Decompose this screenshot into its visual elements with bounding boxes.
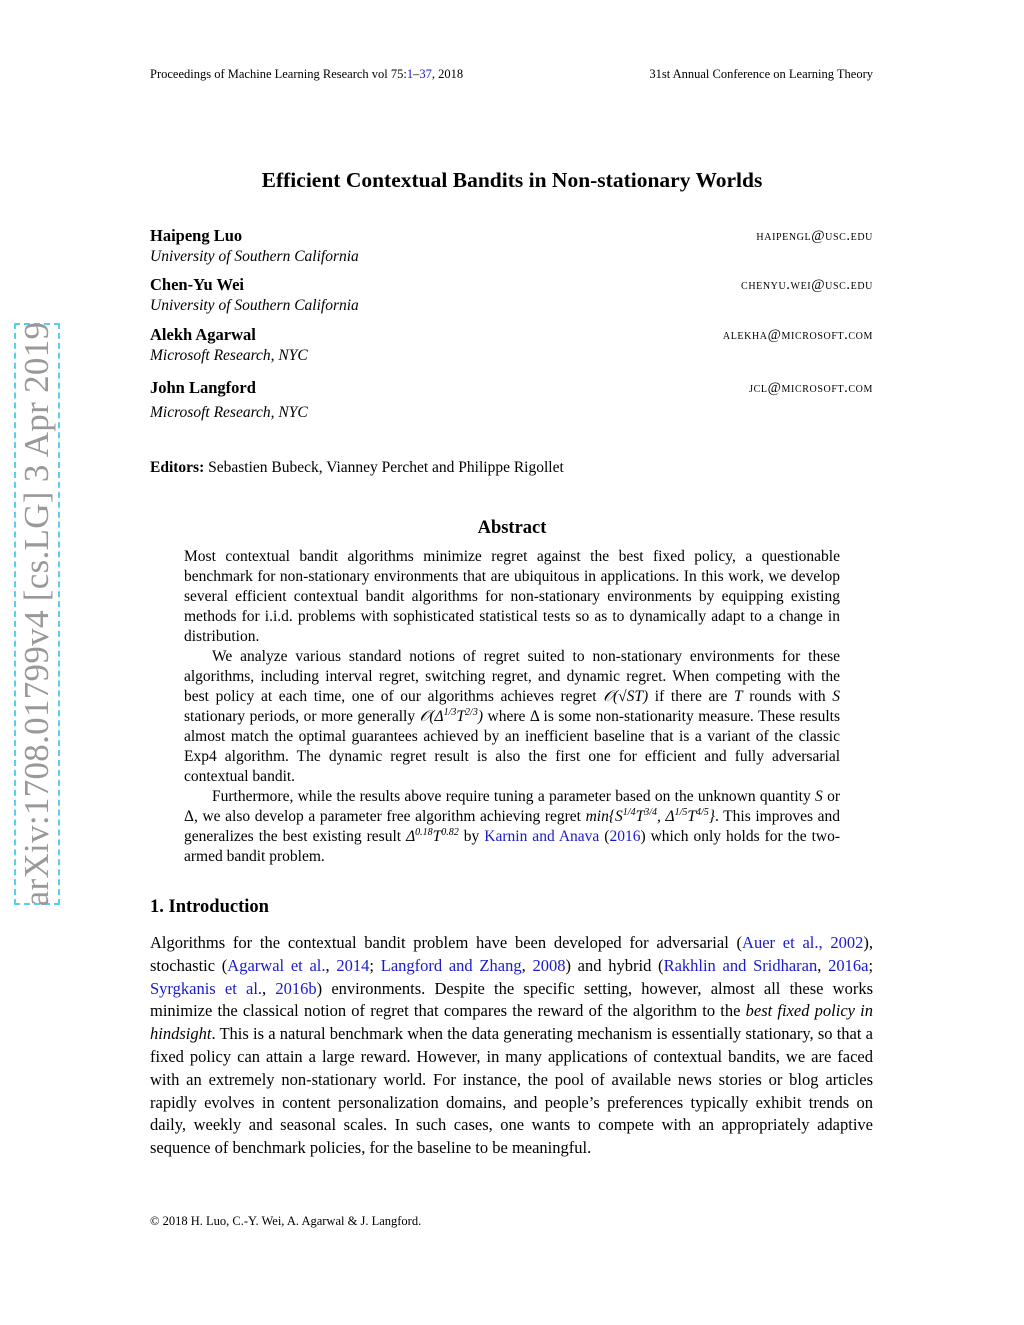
abstract-text: We analyze various standard notions of regret suited to non-stationary environments for these algorithms, including interval regret, switching regret, and dynamic regret. When competing with the best policy at each time, one of our algorithms achieves regret xyxy=(184,648,840,705)
abstract-heading: Abstract xyxy=(477,518,547,538)
abstract-text: or Δ, we also develop a parameter free algorithm achieving regret xyxy=(184,788,840,825)
section-heading-introduction: 1. Introduction xyxy=(150,897,269,917)
math-exponent: 4/5 xyxy=(695,806,709,818)
arxiv-stamp-text: arXiv:1708.01799v4 [cs.LG] 3 Apr 2019 xyxy=(17,321,56,907)
math-var-t: T xyxy=(734,688,743,705)
author-affiliation: Microsoft Research, NYC xyxy=(150,347,308,364)
citation-year-link[interactable]: 2008 xyxy=(532,955,566,975)
math-part: T xyxy=(456,708,466,725)
math-part: Δ xyxy=(406,828,416,845)
running-header-left xyxy=(150,67,463,82)
abstract-text: Furthermore, while the results above require tuning a parameter based on the unknown quantity xyxy=(212,788,816,805)
author-name: John Langford xyxy=(150,378,256,397)
author-block xyxy=(150,324,873,366)
math-exponent: 1/4 xyxy=(622,806,636,818)
math-existing-result xyxy=(406,828,459,845)
math-exponent: 2/3 xyxy=(465,706,478,718)
abstract-text: . This improves and generalizes the best existing result xyxy=(184,808,841,845)
math-part: ) xyxy=(477,708,483,725)
citation-link[interactable]: Syrgkanis et al. xyxy=(150,978,263,998)
citation-year-link[interactable]: 2016a xyxy=(828,955,869,975)
math-part: } xyxy=(708,808,715,825)
paper-title: Efficient Contextual Bandits in Non-stationary Worlds xyxy=(261,168,763,192)
intro-text: Algorithms for the contextual bandit problem have been developed for adversarial ( xyxy=(150,933,743,952)
header-proceedings: Proceedings of Machine Learning Research vol 75: xyxy=(150,67,407,81)
author-email[interactable]: chenyu.wei@usc.edu xyxy=(741,277,873,293)
author-affiliation: University of Southern California xyxy=(150,297,359,314)
abstract-text: where Δ is some non-stationarity measure. These results almost match the optimal guarantees achieved by an inefficient baseline that is a variant of the classic Exp4 algorithm. The dynamic regret result is also the first one for efficient and fully adversarial contextual bandit. xyxy=(184,708,840,785)
header-year: , 2018 xyxy=(431,67,464,81)
page-range-dash: – xyxy=(413,67,420,81)
editors-line xyxy=(150,459,564,477)
abstract-text: by xyxy=(458,828,485,845)
citation-link[interactable]: Auer et al., 2002 xyxy=(742,933,864,952)
math-parameter-free-bound xyxy=(586,808,715,825)
intro-text: , xyxy=(817,955,829,975)
author-block xyxy=(150,274,873,316)
citation-link[interactable]: Langford and Zhang xyxy=(380,955,522,975)
citation-year-link[interactable]: 2016b xyxy=(275,978,317,998)
abstract-paragraph xyxy=(184,787,840,867)
author-block xyxy=(150,225,873,267)
running-header-right: 31st Annual Conference on Learning Theory xyxy=(649,67,873,81)
introduction-body xyxy=(150,932,873,1160)
citation-link[interactable]: Karnin and Anava xyxy=(484,828,600,845)
intro-text: ) and hybrid ( xyxy=(565,955,664,975)
math-part: , Δ xyxy=(656,808,675,825)
intro-paragraph xyxy=(150,932,873,1160)
abstract-paragraph: Most contextual bandit algorithms minimize regret against the best fixed policy, a questionable benchmark for non-stationary environments that are ubiquitous in applications. In this work, we develop several efficient contextual bandit algorithms for non-stationary environments by equipping existing methods for i.i.d. problems with sophisticated statistical tests so as to dynamically adapt to a change in distribution. xyxy=(184,548,840,645)
intro-text: , xyxy=(521,955,533,975)
intro-text: ), stochastic ( xyxy=(150,933,873,975)
math-part: T xyxy=(635,808,645,825)
math-part: 𝒪(Δ xyxy=(419,708,444,725)
arxiv-stamp[interactable] xyxy=(14,323,70,905)
abstract-paragraph xyxy=(184,647,840,787)
math-exponent: 1/5 xyxy=(674,806,688,818)
author-affiliation: Microsoft Research, NYC xyxy=(150,404,308,421)
abstract-text: rounds with xyxy=(742,688,833,705)
abstract-text: which only holds for the two-armed bandit problem. xyxy=(184,828,840,865)
abstract-text: if there are xyxy=(648,688,735,705)
math-regret-bound: 𝒪(√ST) xyxy=(603,688,649,705)
intro-text: , xyxy=(262,978,276,998)
author-name: Haipeng Luo xyxy=(150,226,243,245)
author-email[interactable]: haipengl@usc.edu xyxy=(756,228,873,244)
math-var-s: S xyxy=(815,788,823,805)
last-page-link[interactable]: 37 xyxy=(419,67,432,81)
math-part: T xyxy=(432,828,442,845)
first-page-link[interactable]: 1 xyxy=(406,67,414,81)
citation-paren: ) xyxy=(640,828,646,845)
citation-link[interactable]: Agarwal et al. xyxy=(227,955,326,975)
math-exponent: 0.82 xyxy=(441,826,459,838)
intro-text: . This is a natural benchmark when the data generating mechanism is essentially stationary, so that a fixed policy can attain a large reward. However, in many applications of contextual bandits, we are faced with an extremely non-stationary world. For instance, the pool of available news stories or blog articles rapidly evolves in content personalization domains, and people’s preferences typically exhibit trends on daily, weekly and seasonal scales. In such cases, one wants to compete with an appropriately adaptive sequence of benchmark policies, for the baseline to be meaningful. xyxy=(150,1024,873,1158)
math-part: min{S xyxy=(585,808,623,825)
math-var-s: S xyxy=(832,688,840,705)
math-exponent: 1/3 xyxy=(443,706,457,718)
author-block xyxy=(150,377,873,423)
intro-text: ; xyxy=(868,955,874,975)
emphasis-best-fixed-policy: best fixed policy in hindsight xyxy=(150,1001,873,1044)
intro-text: ) environments. Despite the specific setting, however, almost all these works minimize the classical notion of regret that compares the reward of the algorithm to the xyxy=(150,978,874,1021)
author-email[interactable]: jcl@microsoft.com xyxy=(749,380,873,396)
abstract-text: stationary periods, or more generally xyxy=(184,708,420,725)
author-email[interactable]: alekha@microsoft.com xyxy=(722,327,873,343)
editors-names: Sebastien Bubeck, Vianney Perchet and Philippe Rigollet xyxy=(208,459,564,476)
math-part: T xyxy=(687,808,696,825)
math-regret-general xyxy=(420,708,483,725)
citation-paren: ( xyxy=(599,828,610,845)
math-exponent: 3/4 xyxy=(644,806,657,818)
math-exponent: 0.18 xyxy=(415,826,433,838)
author-name: Alekh Agarwal xyxy=(150,325,256,344)
copyright-notice: © 2018 H. Luo, C.-Y. Wei, A. Agarwal & J. Langford. xyxy=(150,1214,422,1228)
citation-year-link[interactable]: 2016 xyxy=(609,828,641,845)
intro-text: ; xyxy=(369,955,381,975)
intro-text: , xyxy=(325,955,337,975)
editors-label: Editors: xyxy=(150,459,205,476)
citation-year-link[interactable]: 2014 xyxy=(336,955,370,975)
author-name: Chen-Yu Wei xyxy=(150,275,244,294)
author-affiliation: University of Southern California xyxy=(150,248,359,265)
citation-link[interactable]: Rakhlin and Sridharan xyxy=(663,955,818,975)
abstract-body xyxy=(184,547,840,867)
